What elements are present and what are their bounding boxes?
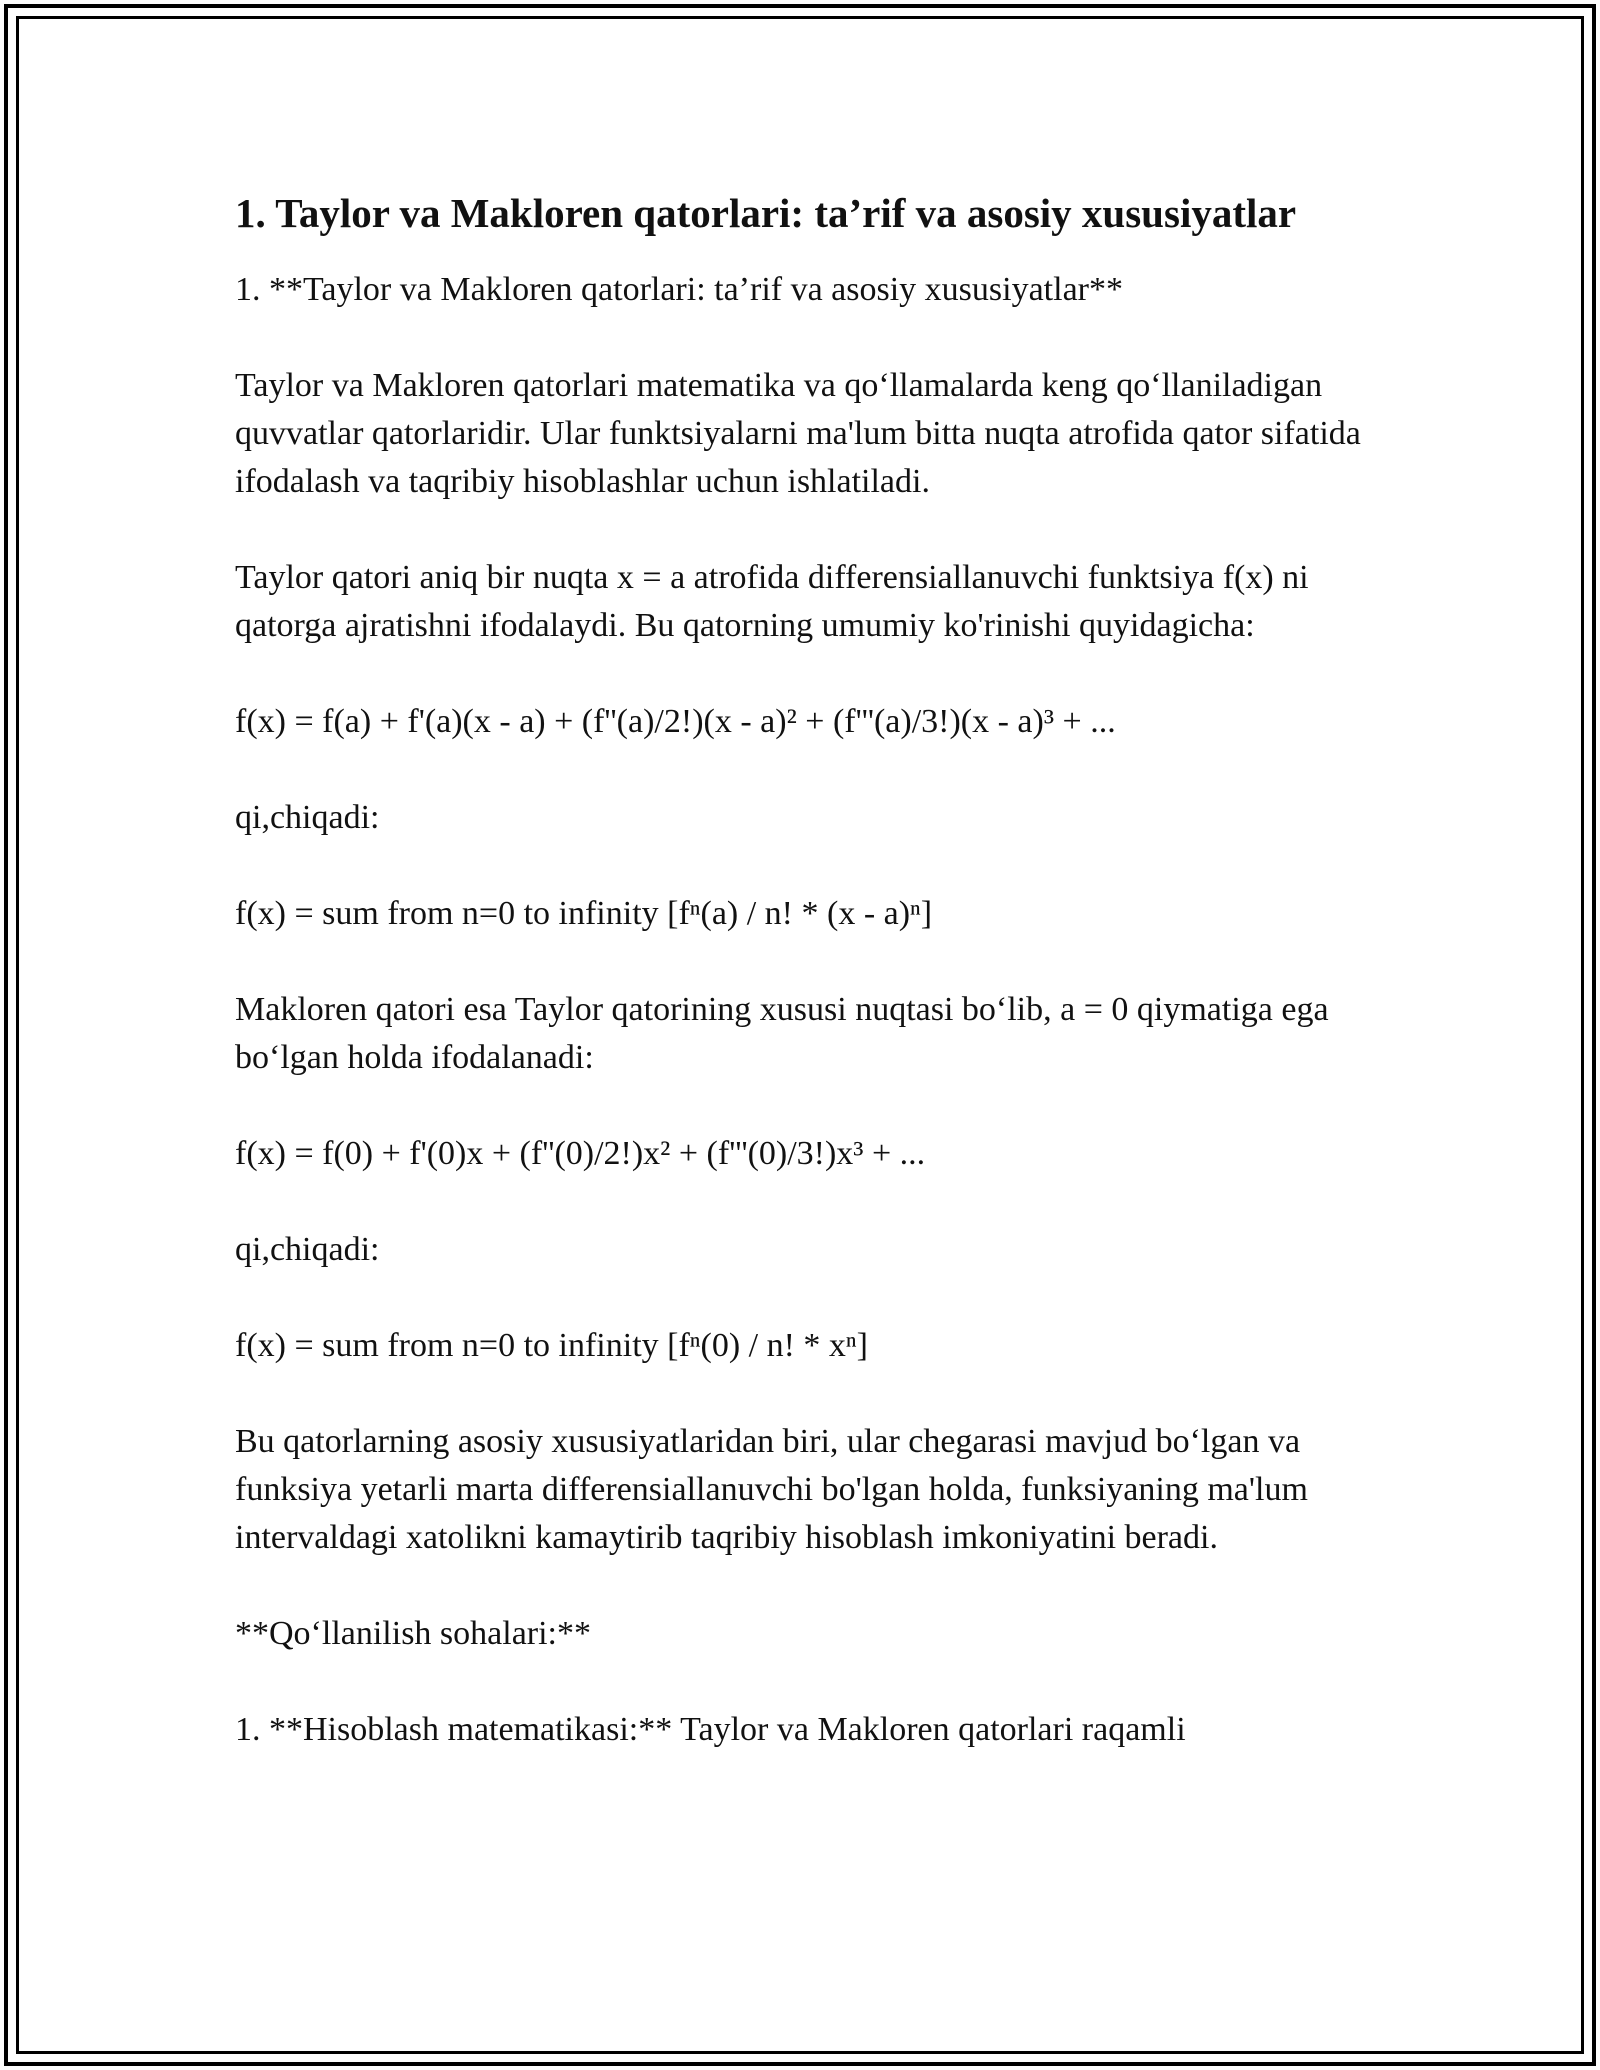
applications-list-item: 1. **Hisoblash matematikasi:** Taylor va Makloren qatorlari raqamli — [235, 1711, 1186, 1748]
intro-paragraph: Taylor va Makloren qatorlari matematika va qo‘llamalarda keng qo‘llaniladigan quvvatlar qatorlaridir. Ular funktsiyalarni ma'lum bitta nuqta atrofida qator sifatida ifodalash va taqribiy hisoblashlar uchun ishlatiladi. — [235, 367, 1361, 500]
applications-heading: **Qo‘llanilish sohalari:** — [235, 1615, 592, 1652]
section-heading-text: 1. **Taylor va Makloren qatorlari: ta’rif va asosiy xususiyatlar** — [235, 271, 1123, 308]
document-body — [235, 186, 1375, 1802]
maclaurin-formula-expanded: f(x) = f(0) + f'(0)x + (f''(0)/2!)x² + (f'''(0)/3!)x³ + ... — [235, 1135, 926, 1172]
taylor-result-label: qi,chiqadi: — [235, 799, 380, 836]
taylor-definition-paragraph: Taylor qatori aniq bir nuqta x = a atrofida differensiallanuvchi funktsiya f(x) ni qatorga ajratishni ifodalaydi. Bu qatorning umumiy ko'rinishi quyidagicha: — [235, 559, 1309, 644]
document-title: 1. Taylor va Makloren qatorlari: ta’rif va asosiy xususiyatlar — [235, 190, 1297, 236]
maclaurin-definition-paragraph: Makloren qatori esa Taylor qatorining xususi nuqtasi bo‘lib, a = 0 qiymatiga ega bo‘lgan holda ifodalanadi: — [235, 991, 1329, 1076]
properties-paragraph: Bu qatorlarning asosiy xususiyatlaridan biri, ular chegarasi mavjud bo‘lgan va funksiya yetarli marta differensiallanuvchi bo'lgan holda, funksiyaning ma'lum intervaldagi xatolikni kamaytirib taqribiy hisoblash imkoniyatini beradi. — [235, 1423, 1308, 1556]
taylor-formula-expanded: f(x) = f(a) + f'(a)(x - a) + (f''(a)/2!)(x - a)² + (f'''(a)/3!)(x - a)³ + ... — [235, 703, 1116, 740]
maclaurin-result-label: qi,chiqadi: — [235, 1231, 380, 1268]
maclaurin-formula-sum: f(x) = sum from n=0 to infinity [fⁿ(0) / n! * xⁿ] — [235, 1327, 868, 1364]
taylor-formula-sum: f(x) = sum from n=0 to infinity [fⁿ(a) / n! * (x - a)ⁿ] — [235, 895, 933, 932]
